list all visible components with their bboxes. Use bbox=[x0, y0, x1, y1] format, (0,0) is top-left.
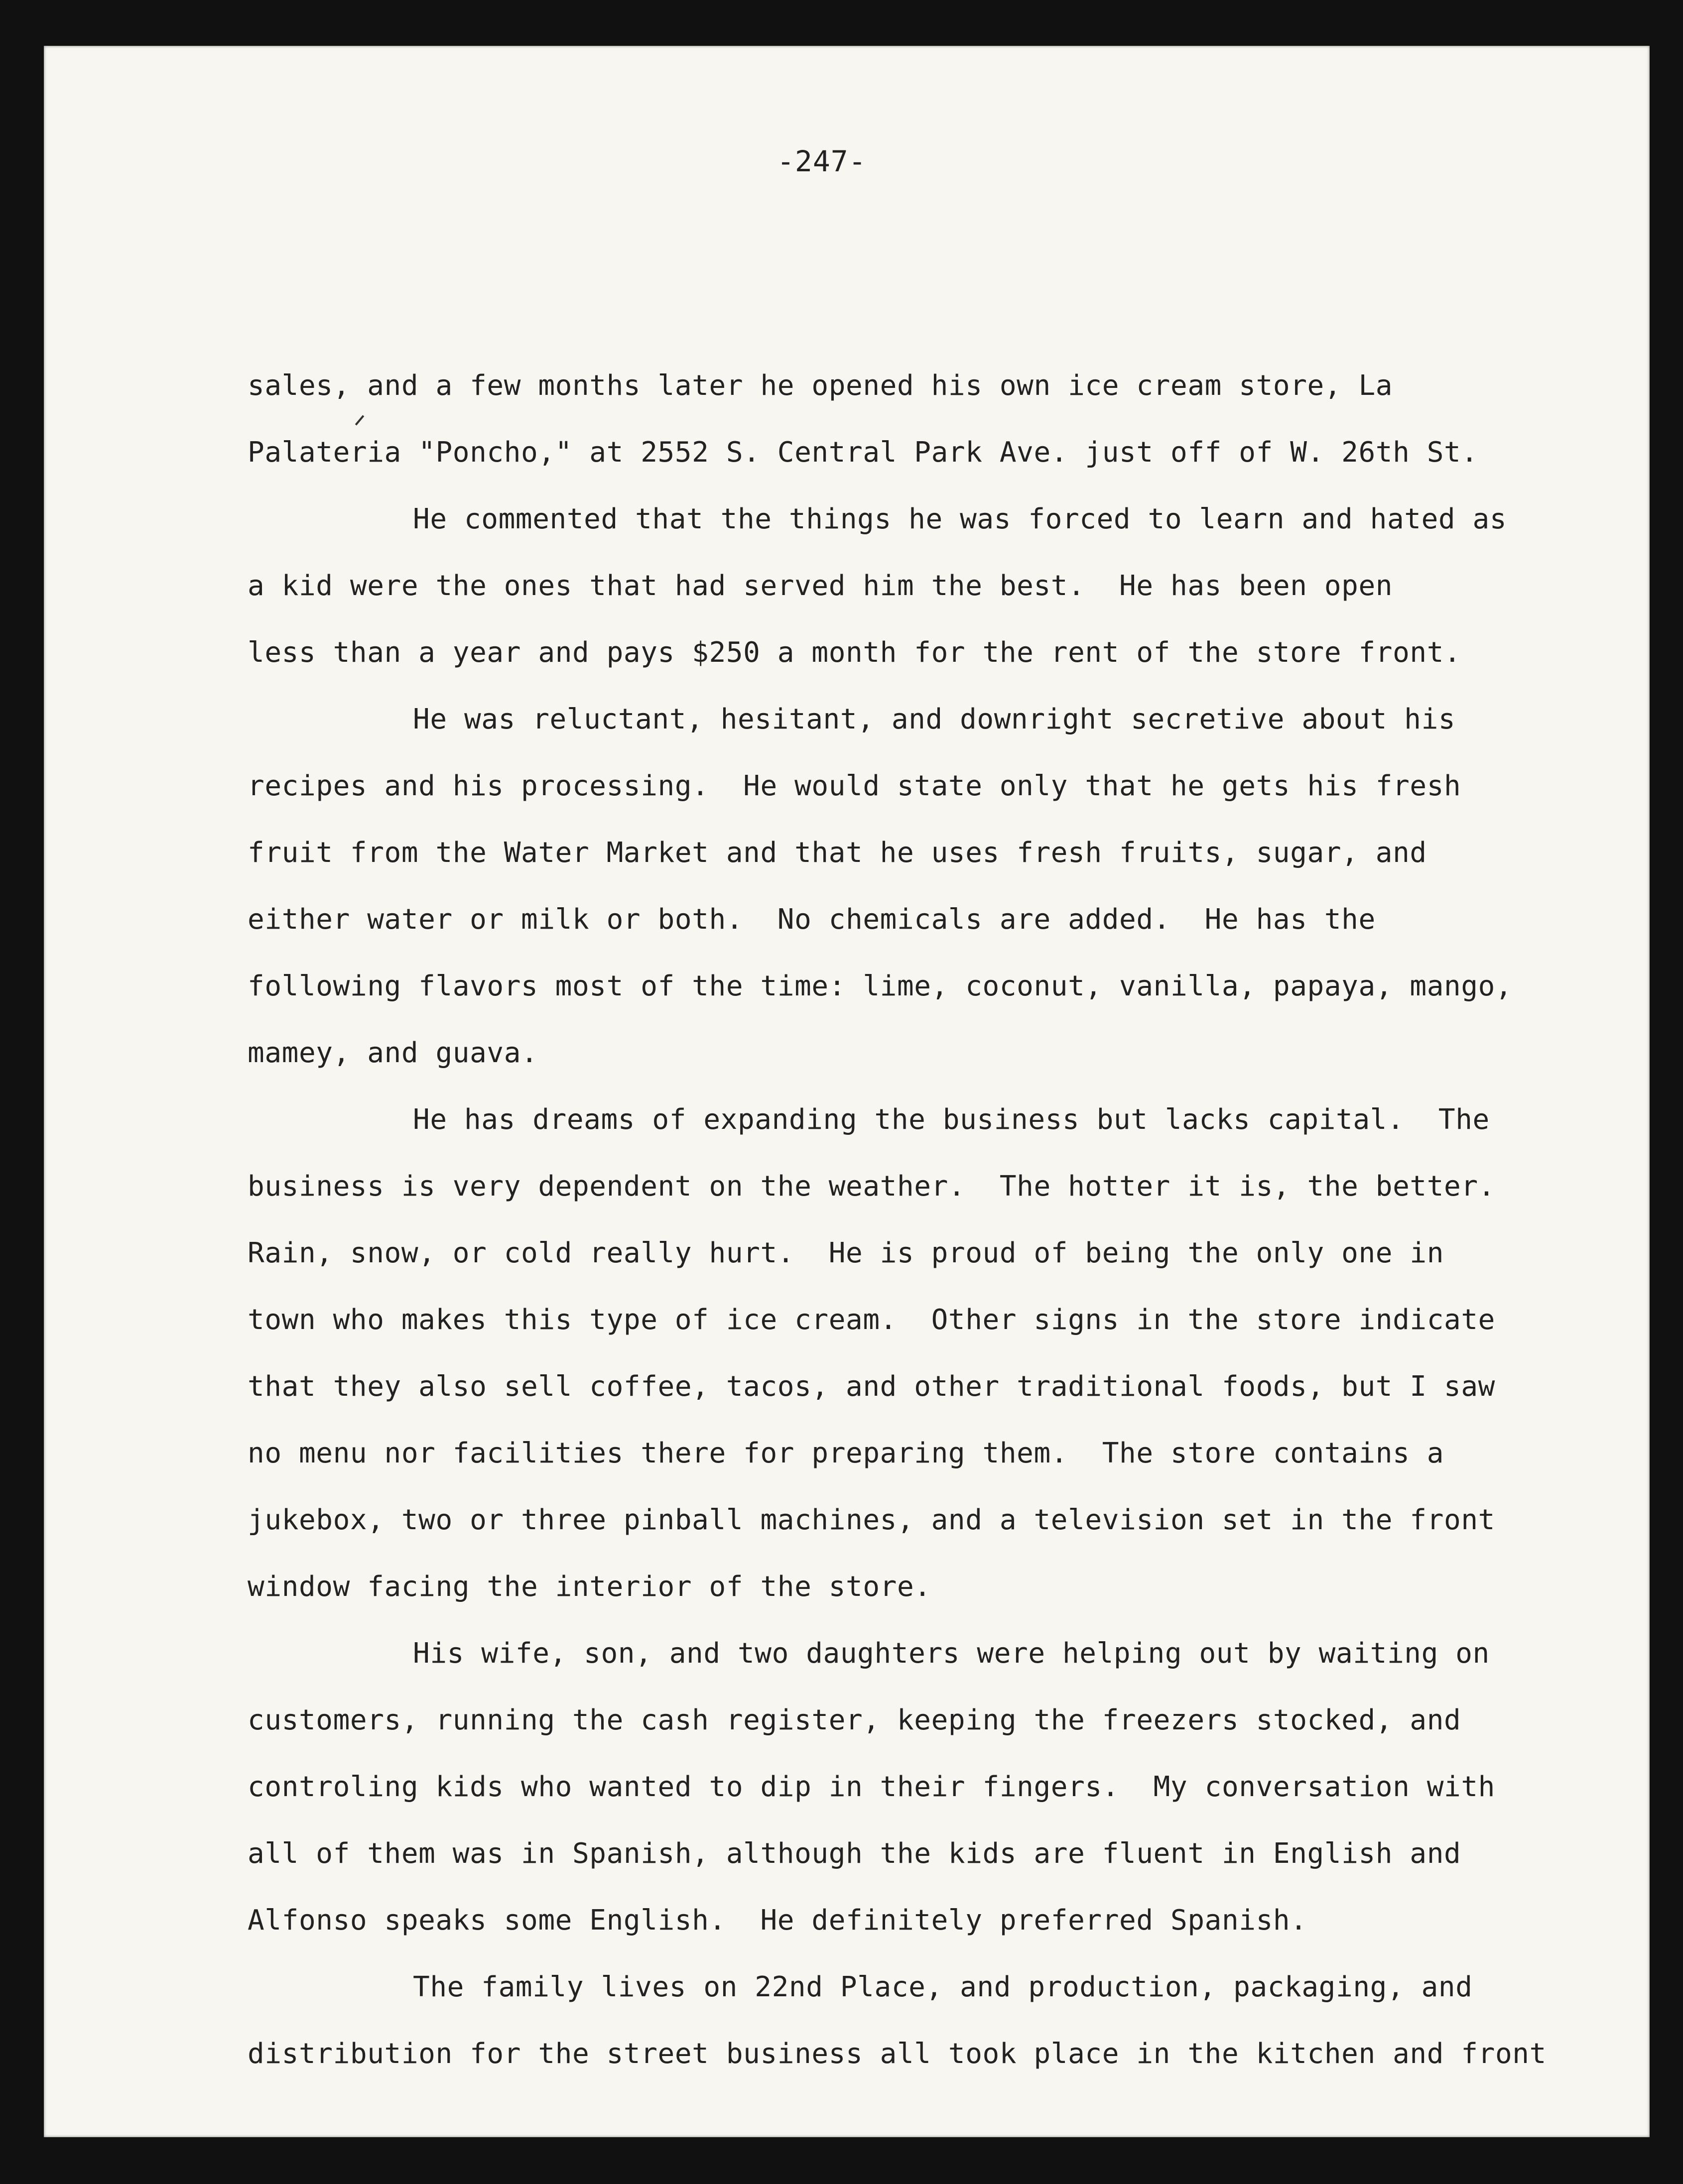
text-line: no menu nor facilities there for preparing them. The store contains a bbox=[248, 1437, 1444, 1469]
text-line: The family lives on 22nd Place, and production, packaging, and bbox=[413, 1971, 1473, 2003]
text-line: customers, running the cash register, keeping the freezers stocked, and bbox=[248, 1704, 1461, 1736]
text-line: sales, and a few months later he opened his own ice cream store, La bbox=[248, 369, 1393, 402]
text-line: jukebox, two or three pinball machines, and a television set in the front bbox=[248, 1504, 1495, 1536]
page-number: -247- bbox=[777, 144, 867, 178]
text-line: less than a year and pays $250 a month for the rent of the store front. bbox=[248, 636, 1461, 669]
text-line: following flavors most of the time: lime, coconut, vanilla, papaya, mango, bbox=[248, 970, 1513, 1002]
text-line: town who makes this type of ice cream. Other signs in the store indicate bbox=[248, 1304, 1495, 1336]
text-line: business is very dependent on the weather. The hotter it is, the better. bbox=[248, 1170, 1495, 1203]
text-line: He was reluctant, hesitant, and downright secretive about his bbox=[413, 703, 1456, 735]
text-line: Palateria "Poncho," at 2552 S. Central Park Ave. just off of W. 26th St. bbox=[248, 436, 1478, 469]
text-line: His wife, son, and two daughters were helping out by waiting on bbox=[413, 1637, 1490, 1670]
body-text bbox=[248, 353, 1557, 2087]
text-line: recipes and his processing. He would state only that he gets his fresh bbox=[248, 770, 1461, 802]
text-line: Alfonso speaks some English. He definitely preferred Spanish. bbox=[248, 1904, 1307, 1937]
text-line: He has dreams of expanding the business but lacks capital. The bbox=[413, 1103, 1490, 1136]
text-line: controling kids who wanted to dip in their fingers. My conversation with bbox=[248, 1771, 1495, 1803]
text-line: that they also sell coffee, tacos, and other traditional foods, but I saw bbox=[248, 1370, 1495, 1403]
text-line: distribution for the street business all took place in the kitchen and front bbox=[248, 2038, 1547, 2070]
text-line: fruit from the Water Market and that he uses fresh fruits, sugar, and bbox=[248, 837, 1427, 869]
text-line: all of them was in Spanish, although the kids are fluent in English and bbox=[248, 1837, 1461, 1870]
text-line: Rain, snow, or cold really hurt. He is proud of being the only one in bbox=[248, 1237, 1444, 1269]
text-line: a kid were the ones that had served him the best. He has been open bbox=[248, 570, 1393, 602]
text-line: mamey, and guava. bbox=[248, 1037, 538, 1069]
text-line: window facing the interior of the store. bbox=[248, 1571, 931, 1603]
text-line: He commented that the things he was forced to learn and hated as bbox=[413, 503, 1507, 535]
text-line: either water or milk or both. No chemicals are added. He has the bbox=[248, 903, 1376, 936]
